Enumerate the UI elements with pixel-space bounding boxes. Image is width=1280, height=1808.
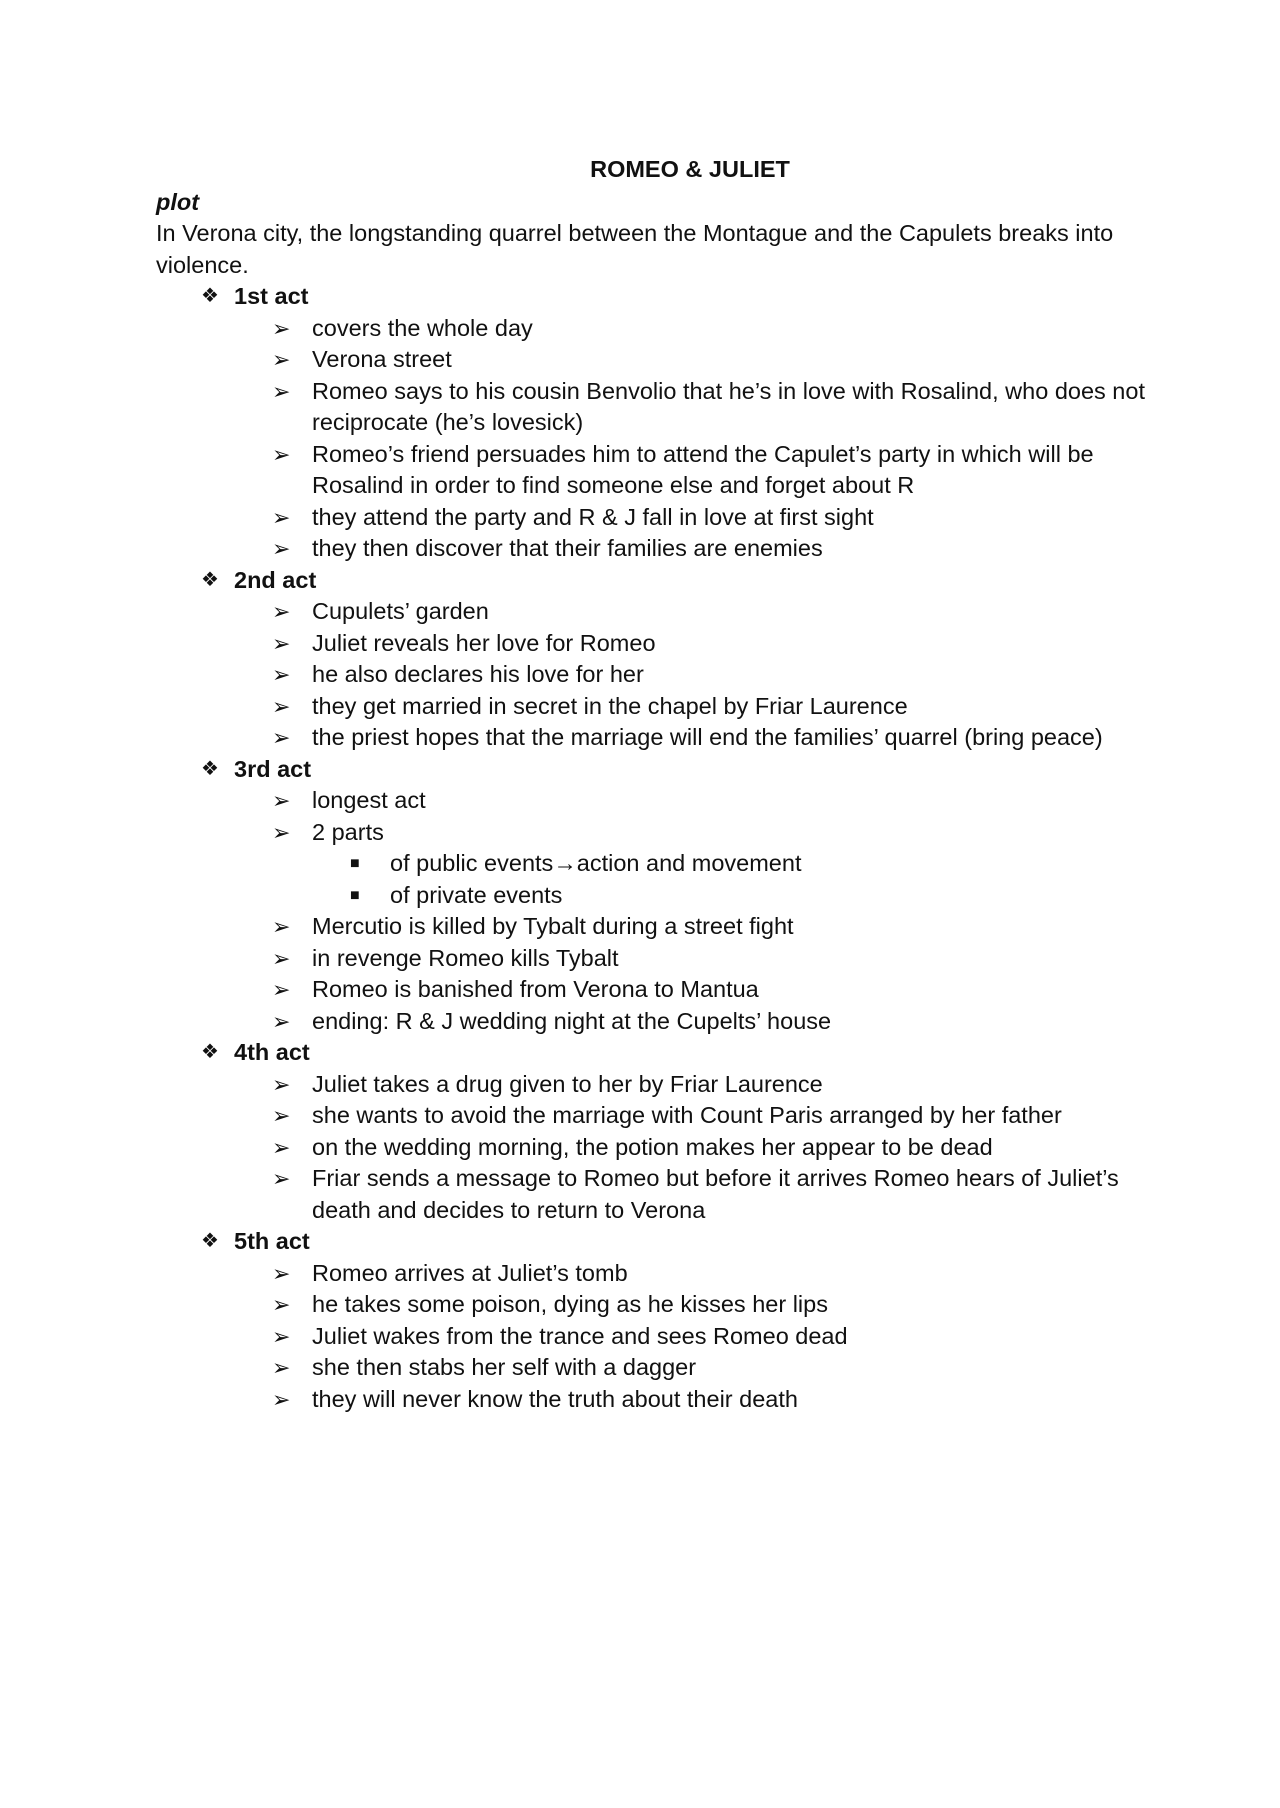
square-bullet-icon: ■ — [350, 855, 360, 872]
list-item — [234, 1258, 1156, 1290]
act-section — [156, 754, 1156, 1038]
arrow-bullet-icon: ➢ — [272, 693, 291, 719]
diamond-bullet-icon: ❖ — [201, 285, 219, 307]
list-item-text: longest act — [312, 787, 426, 813]
arrow-bullet-icon: ➢ — [272, 378, 291, 404]
arrow-bullet-icon: ➢ — [272, 1071, 291, 1097]
list-item — [234, 1384, 1156, 1416]
arrow-bullet-icon: ➢ — [272, 1292, 291, 1317]
list-item-text: 2 parts — [312, 818, 384, 845]
list-item — [234, 659, 1156, 691]
act-heading — [201, 1037, 1156, 1069]
arrow-bullet-icon: ➢ — [272, 1355, 291, 1380]
diamond-bullet-icon: ❖ — [201, 568, 219, 591]
document-content — [156, 154, 1156, 1415]
list-item-text: Juliet wakes from the trance and sees Romeo dead — [312, 1322, 848, 1349]
list-item-text: in revenge Romeo kills Tybalt — [312, 944, 619, 971]
act-items — [234, 1069, 1156, 1227]
list-item — [234, 1352, 1156, 1384]
acts-list — [156, 281, 1156, 1415]
act-title: 3rd act — [234, 755, 312, 782]
arrow-bullet-icon: ➢ — [272, 1260, 291, 1286]
arrow-bullet-icon: ➢ — [272, 441, 291, 467]
list-item — [234, 1100, 1156, 1132]
list-item — [234, 344, 1156, 376]
list-item-text: covers the whole day — [312, 314, 533, 341]
arrow-bullet-icon: ➢ — [272, 914, 291, 939]
arrow-bullet-icon: ➢ — [272, 536, 291, 561]
list-item-text: Romeo arrives at Juliet’s tomb — [312, 1259, 628, 1286]
list-item-text: they then discover that their families are enemies — [312, 535, 823, 561]
arrow-bullet-icon: ➢ — [272, 599, 291, 624]
list-item-text: the priest hopes that the marriage will end the families’ quarrel (bring peace) — [312, 724, 1103, 750]
arrow-bullet-icon: ➢ — [272, 662, 291, 687]
list-item-text: she then stabs her self with a dagger — [312, 1354, 697, 1380]
list-item-text: Juliet reveals her love for Romeo — [312, 629, 656, 656]
act-title: 1st act — [234, 283, 309, 309]
act-section — [156, 565, 1156, 754]
arrow-bullet-icon: ➢ — [272, 504, 291, 530]
sub-list — [312, 848, 1156, 911]
list-item-text: they get married in secret in the chapel by Friar Laurence — [312, 692, 908, 719]
arrow-bullet-icon: ➢ — [272, 1134, 291, 1160]
list-item — [234, 943, 1156, 975]
list-item — [234, 722, 1156, 754]
arrow-bullet-icon: ➢ — [272, 819, 291, 845]
sub-list-item-text: of private events — [390, 881, 563, 908]
sub-list-item — [312, 848, 1156, 880]
list-item — [234, 911, 1156, 943]
list-item — [234, 1069, 1156, 1101]
sub-list-item — [312, 880, 1156, 912]
page-title: ROMEO & JULIET — [590, 156, 790, 182]
act-heading — [201, 565, 1156, 597]
list-item-text: Romeo’s friend persuades him to attend the Capulet’s party in which will be Rosalind in order to find someone else and forget about R — [312, 440, 1094, 498]
arrow-bullet-icon: ➢ — [272, 1103, 291, 1128]
act-title: 2nd act — [234, 566, 317, 593]
list-item — [234, 533, 1156, 565]
arrow-bullet-icon: ➢ — [272, 725, 291, 750]
list-item-text: Romeo says to his cousin Benvolio that he’s in love with Rosalind, who does not reciprocate (he’s lovesick) — [312, 377, 1145, 435]
list-item — [234, 376, 1156, 439]
sub-list-item-text: of public events→action and movement — [390, 850, 802, 876]
list-item-text: Friar sends a message to Romeo but before it arrives Romeo hears of Juliet’s death and decides to return to Verona — [312, 1165, 1119, 1223]
list-item-text: Verona street — [312, 346, 452, 372]
diamond-bullet-icon: ❖ — [201, 1041, 219, 1063]
act-section — [156, 1226, 1156, 1415]
list-item — [234, 628, 1156, 660]
arrow-bullet-icon: ➢ — [272, 630, 291, 656]
section-label: plot — [156, 188, 200, 215]
list-item — [234, 596, 1156, 628]
square-bullet-icon: ■ — [350, 886, 360, 904]
arrow-bullet-icon: ➢ — [272, 347, 291, 372]
list-item-text: she wants to avoid the marriage with Count Paris arranged by her father — [312, 1102, 1062, 1128]
list-item-text: he also declares his love for her — [312, 661, 644, 687]
act-items — [234, 313, 1156, 565]
list-item-text: Juliet takes a drug given to her by Friar Laurence — [312, 1070, 823, 1097]
list-item — [234, 1132, 1156, 1164]
list-item — [234, 974, 1156, 1006]
diamond-bullet-icon: ❖ — [201, 757, 219, 780]
list-item — [234, 439, 1156, 502]
act-title: 5th act — [234, 1228, 310, 1254]
list-item — [234, 817, 1156, 912]
arrow-bullet-icon: ➢ — [272, 1386, 291, 1412]
list-item — [234, 1321, 1156, 1353]
list-item — [234, 502, 1156, 534]
act-items — [234, 785, 1156, 1037]
act-heading — [201, 1226, 1156, 1258]
arrow-bullet-icon: ➢ — [272, 1323, 291, 1349]
act-heading — [201, 754, 1156, 786]
arrow-bullet-icon: ➢ — [272, 1008, 291, 1034]
arrow-bullet-icon: ➢ — [272, 315, 291, 341]
list-item-text: on the wedding morning, the potion makes her appear to be dead — [312, 1133, 993, 1160]
list-item — [234, 785, 1156, 817]
list-item — [234, 1163, 1156, 1226]
list-item — [234, 313, 1156, 345]
list-item-text: Romeo is banished from Verona to Mantua — [312, 976, 759, 1002]
act-section — [156, 1037, 1156, 1226]
act-section — [156, 281, 1156, 565]
list-item-text: Mercutio is killed by Tybalt during a street fight — [312, 913, 794, 939]
list-item-text: Cupulets’ garden — [312, 598, 489, 624]
diamond-bullet-icon: ❖ — [201, 1230, 219, 1252]
act-title: 4th act — [234, 1039, 310, 1065]
list-item-text: he takes some poison, dying as he kisses her lips — [312, 1291, 828, 1317]
list-item-text: they will never know the truth about their death — [312, 1385, 798, 1412]
arrow-bullet-icon: ➢ — [272, 788, 291, 813]
list-item-text: they attend the party and R & J fall in love at first sight — [312, 503, 874, 530]
arrow-bullet-icon: ➢ — [272, 977, 291, 1002]
act-items — [234, 1258, 1156, 1416]
list-item-text: ending: R & J wedding night at the Cupelts’ house — [312, 1007, 832, 1034]
act-heading — [201, 281, 1156, 313]
arrow-bullet-icon: ➢ — [272, 1166, 291, 1191]
arrow-bullet-icon: ➢ — [272, 945, 291, 971]
intro-paragraph: In Verona city, the longstanding quarrel between the Montague and the Capulets breaks into violence. — [156, 220, 1114, 278]
list-item — [234, 1289, 1156, 1321]
list-item — [234, 1006, 1156, 1038]
act-items — [234, 596, 1156, 754]
list-item — [234, 691, 1156, 723]
